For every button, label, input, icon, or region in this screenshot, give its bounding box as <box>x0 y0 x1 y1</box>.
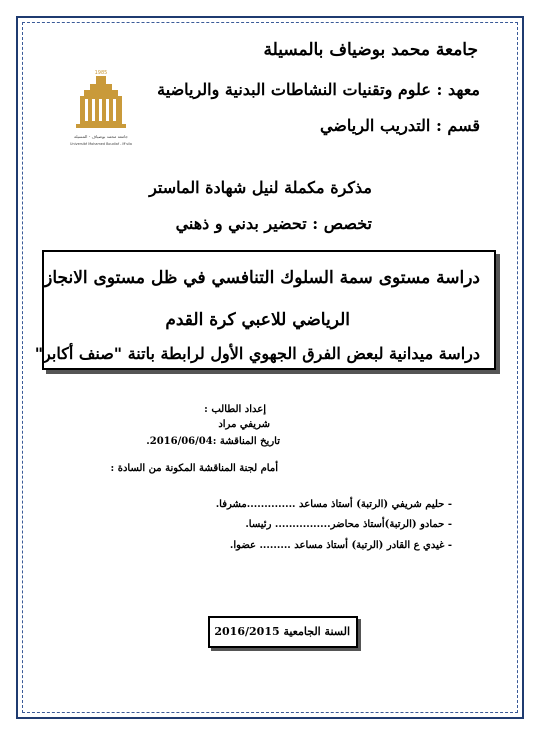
institute-name: معهد : علوم وتقنيات النشاطات البدنية والرياضية <box>157 80 480 99</box>
student-name: شريفي مراد <box>218 419 270 430</box>
committee-member: - حليم شريفي (الرتبة) أستاذ مساعد ..............مشرفا. <box>215 499 452 510</box>
university-logo <box>66 66 136 150</box>
logo-caption-en: Université Mohamed Boudiaf - M'sila <box>70 142 132 146</box>
thesis-title-line1: دراسة مستوى سمة السلوك التنافسي في ظل مستوى الانجاز <box>44 268 480 288</box>
prepared-by-label: إعداد الطالب : <box>204 404 266 415</box>
department-name: قسم : التدريب الرياضي <box>319 116 480 135</box>
defense-date: تاريخ المناقشة :2016/06/04. <box>146 436 280 447</box>
committee-member: - غيدي ع القادر (الرتبة) أستاذ مساعد ......... عضوا. <box>229 540 452 551</box>
academic-year: السنة الجامعية 2016/2015 <box>214 625 350 638</box>
thesis-subtitle: دراسة ميدانية لبعض الفرق الجهوي الأول لرابطة باتنة "صنف أكابر" <box>34 344 480 363</box>
committee-heading: أمام لجنة المناقشة المكونة من السادة : <box>110 463 278 474</box>
specialty: تخصص : تحضير بدني و ذهني <box>175 214 372 233</box>
university-name: جامعة محمد بوضياف بالمسيلة <box>263 40 478 60</box>
memo-type: مذكرة مكملة لنيل شهادة الماستر <box>149 178 372 197</box>
committee-member: - حمادو (الرتبة)أستاذ محاضر................ رئيسا. <box>245 519 452 530</box>
logo-caption-ar: جامعة محمد بوضياف - المسيلة <box>73 134 129 139</box>
svg-text:1985: 1985 <box>94 70 108 76</box>
thesis-title-line2: الرياضي للاعبي كرة القدم <box>165 310 350 330</box>
